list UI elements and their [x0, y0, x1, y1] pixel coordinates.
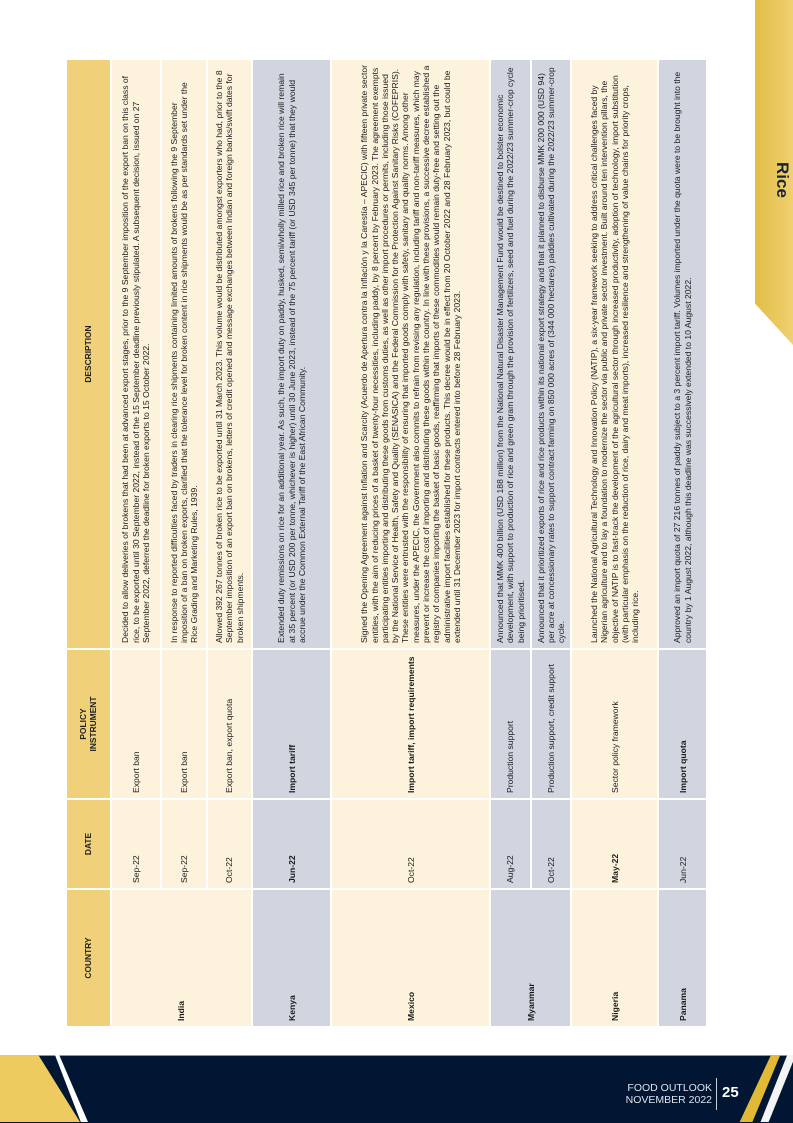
page-number: 25 [722, 1084, 739, 1101]
policy-cell: Import quota [659, 650, 706, 798]
description-cell: Decided to allow deliveries of brokens that had been at advanced export stages, prior to the 9 September imposition of the export ban on this class of rice, to be exported until 30 September 2022, instead of the 15 September deadline previously stipulated. A subsequent decision, issued on 27 September 2022, deferred the deadline for broken exports to 15 October 2022. [112, 60, 161, 648]
table-row [253, 60, 330, 1026]
country-cell: Nigeria [572, 890, 657, 1026]
table-row [112, 60, 161, 1026]
description-cell: Approved an import quota of 27 216 tonnes of paddy subject to a 3 percent import tariff. Volumes imported under the quota were to be brought into the country by 1 August 2022, although this deadline was successively extended to 10 August 2022. [659, 60, 706, 648]
header-description: DESCRIPTION [67, 60, 110, 648]
description-cell: Allowed 392 267 tonnes of broken rice to be exported until 31 March 2023. This volume would be distributed amongst exporters who had, prior to the 8 September imposition of an export ban on brokens, letters of credit opened and message exchanges between Indian and foreign banks/swift dates for broken shipments. [208, 60, 252, 648]
policy-cell: Import tariff, import requirements [332, 650, 489, 798]
policy-cell: Export ban [162, 650, 206, 798]
table-header-row [67, 60, 110, 1026]
header-date: DATE [67, 800, 110, 888]
policy-cell: Export ban [112, 650, 161, 798]
table-row [532, 60, 570, 1026]
date-cell: Aug-22 [491, 800, 529, 888]
date-cell: Sep-22 [162, 800, 206, 888]
table-row [332, 60, 489, 1026]
policy-cell: Production support, credit support [532, 650, 570, 798]
header-policy: POLICY INSTRUMENT [67, 650, 110, 798]
policy-table-container [65, 58, 708, 1028]
date-cell: Oct-22 [208, 800, 252, 888]
footer-divider [716, 1078, 717, 1110]
country-cell: India [112, 890, 252, 1026]
footer-publication: FOOD OUTLOOK [627, 1082, 712, 1094]
policy-cell: Production support [491, 650, 529, 798]
date-cell: May-22 [572, 800, 657, 888]
date-cell: Oct-22 [332, 800, 489, 888]
description-cell: In response to reported difficulties faced by traders in clearing rice shipments containing limited amounts of brokens following the 9 September imposition of a ban on broken exports, clarified that the tolerance level for broken content in rice shipments would be as per standards set under the Rice Grading and Marketing Rules, 1939. [162, 60, 206, 648]
table-row [208, 60, 252, 1026]
date-cell: Jun-22 [659, 800, 706, 888]
country-cell: Myanmar [491, 890, 570, 1026]
description-cell: Signed the Opening Agreement against Inflation and Scarcity (Acuerdo de Apertura contra la Inflación y la Carestía – APECIC) with fifteen private sector entities, with the aim of reducing prices of a basket of twenty-four necessities, including paddy, by 8 percent by February 2023. The agreement exempts participating entities importing and distributing these goods from customs duties, as well as other import procedures or permits, including those issued by the National Service of Health, Safety and Quality (SENASICA) and the Federal Commission for the Protection Against Sanitary Risks (COFEPRIS). These entities were entrusted with the responsibility of ensuring that imported goods comply with safety, sanitary and quality norms. Among other measures, under the APECIC, the Government also commits to refrain from revising any regulation, including tariff and non-tariff measures, which may prevent or increase the cost of importing and distributing these goods within the country. In line with these provisions, a successive decree established a registry of companies importing the basket of basic goods, reaffirming that imports of these commodities would remain duty-free and setting out the administrative import facilities established for these products. This decree would be in effect from 20 October 2022 and 28 February 2023, but could be extended until 31 December 2023 for import contracts entered into before 28 February 2023. [332, 60, 489, 648]
footer-issue: NOVEMBER 2022 [625, 1094, 712, 1106]
section-tab-label: Rice [773, 162, 792, 198]
table-row [572, 60, 657, 1026]
footer-title [600, 1082, 712, 1106]
country-cell: Kenya [253, 890, 330, 1026]
table-row [162, 60, 206, 1026]
date-cell: Sep-22 [112, 800, 161, 888]
table-row [659, 60, 706, 1026]
policy-cell: Import tariff [253, 650, 330, 798]
table-row [491, 60, 529, 1026]
description-cell: Announced that MMK 400 billion (USD 188 million) from the National Natural Disaster Management Fund would be destined to bolster economic development, with support to production of rice and green gram through the provision of fertilizers, seed and fuel during the 2022/23 summer-crop cycle being prioritised. [491, 60, 529, 648]
policy-cell: Sector policy framework [572, 650, 657, 798]
country-cell: Panama [659, 890, 706, 1026]
country-cell: Mexico [332, 890, 489, 1026]
description-cell: Announced that it prioritized exports of rice and rice products within its national export strategy and that it planned to disburse MMK 200 000 (USD 94) per acre at concessionary rates to support contract farming on 850 000 acres of (344 000 hectares) paddies cultivated during the 2022/23 summer-crop cycle. [532, 60, 570, 648]
header-country: COUNTRY [67, 890, 110, 1026]
date-cell: Oct-22 [532, 800, 570, 888]
description-cell: Launched the National Agricultural Technology and Innovation Policy (NATIP), a six-year framework seeking to address critical challenges faced by Nigerian agriculture and to lay a foundation to modernize the sector via public and private sector investment. Built around ten intervention pillars, the objective of NATIP is to fast-track the development of the agricultural sector through increased productivity, adoption of technology, import substitution (with particular emphasis on the reduction of rice, dairy and meat imports), increased resilience and strengthening of value chains for priority crops, including rice. [572, 60, 657, 648]
policy-cell: Export ban, export quota [208, 650, 252, 798]
date-cell: Jun-22 [253, 800, 330, 888]
description-cell: Extended duty remissions on rice for an additional year. As such, the import duty on paddy, husked, semi/wholly milled rice and broken rice will remain at 35 percent (or USD 200 per tonne, whichever is higher) until 30 June 2023, instead of the 75 percent tariff (or USD 345 per tonne) that they would accrue under the Common External Tariff of the East African Community. [253, 60, 330, 648]
policy-table [65, 58, 708, 1028]
